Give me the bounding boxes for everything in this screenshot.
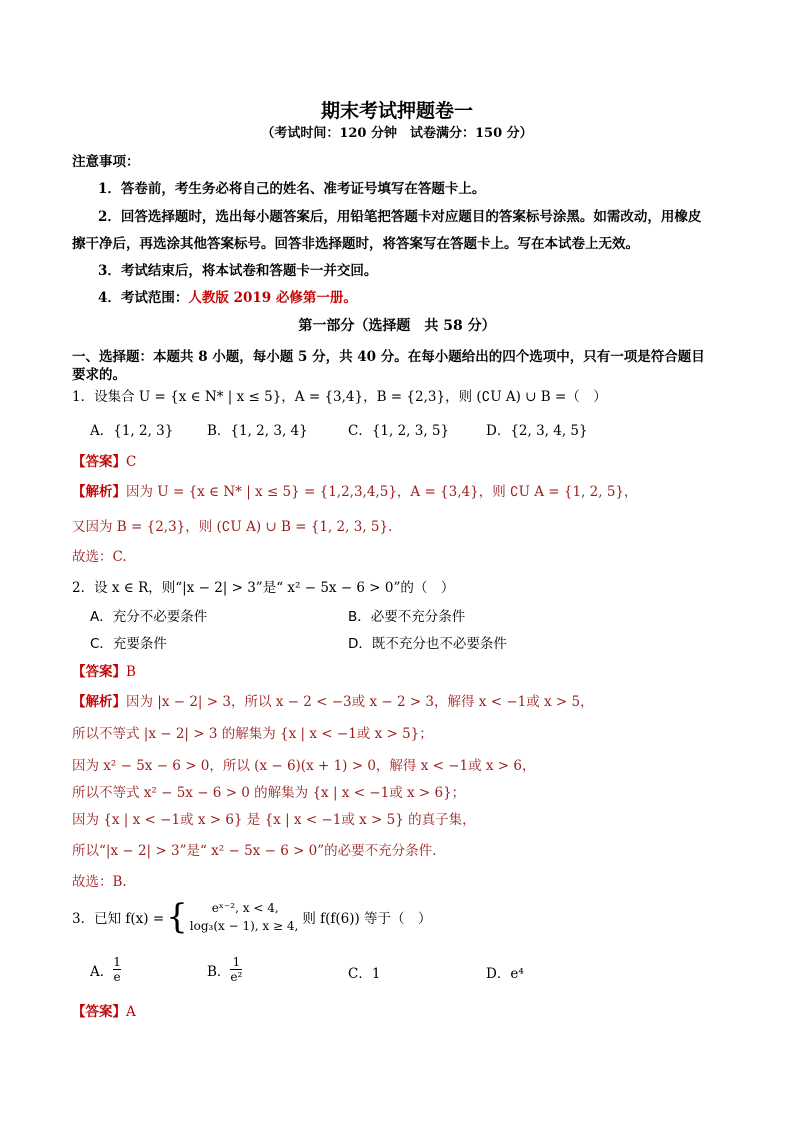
brace-symbol: { xyxy=(166,897,188,937)
note-4-prefix: 4．考试范围： xyxy=(98,290,189,306)
q1-option-c: C．{1, 2, 3, 5} xyxy=(348,423,450,439)
part-heading: 第一部分（选择题 共 58 分） xyxy=(298,318,496,334)
q1-option-b: B．{1, 2, 3, 4} xyxy=(207,423,308,439)
q3-option-a xyxy=(90,955,121,984)
q1-stem: 1．设集合 U = {x ∈ N* | x ≤ 5}，A = {3,4}，B = {2,3}，则 (∁U A) ∪ B =（ ） xyxy=(72,389,607,405)
q1-conclusion: 故选：C. xyxy=(72,549,127,565)
denominator: e xyxy=(113,970,121,984)
section-instructions-line1: 一、选择题：本题共 8 小题，每小题 5 分，共 40 分。在每小题给出的四个选项中，只有一项是符合题目 xyxy=(72,349,705,365)
q2-analysis-line2: 所以不等式 |x − 2| > 3 的解集为 {x | x < −1或 x > 5}； xyxy=(72,726,433,742)
answer-tag: 【答案】 xyxy=(72,664,126,680)
answer-value: C xyxy=(126,454,137,470)
denominator: e² xyxy=(230,970,243,984)
q1-analysis-line1 xyxy=(72,480,638,500)
q1-answer xyxy=(72,450,136,470)
q3-option-c: C．1 xyxy=(348,966,381,982)
note-1: 1．答卷前，考生务必将自己的姓名、准考证号填写在答题卡上。 xyxy=(98,181,486,197)
answer-value: B xyxy=(126,664,136,680)
analysis-tag: 【解析】 xyxy=(72,694,126,710)
q2-analysis-line6: 所以“|x − 2| > 3”是“ x² − 5x − 6 > 0”的必要不充分条件. xyxy=(72,843,437,859)
q2-option-d: D．既不充分也不必要条件 xyxy=(348,636,507,652)
q2-stem: 2．设 x ∈ R，则“|x − 2| > 3”是“ x² − 5x − 6 > 0”的（ ） xyxy=(72,580,455,596)
q1-option-a: A．{1, 2, 3} xyxy=(90,423,174,439)
notes-heading: 注意事项： xyxy=(72,154,140,170)
q2-option-b: B．必要不充分条件 xyxy=(348,609,466,625)
q3-suffix: 则 f(f(6)) 等于（ ） xyxy=(302,911,432,927)
analysis-text: 因为 |x − 2| > 3，所以 x − 2 < −3或 x − 2 > 3，解得 x < −1或 x > 5， xyxy=(126,694,594,710)
q3-option-b xyxy=(207,955,242,984)
q3-prefix: 3．已知 f(x) = xyxy=(72,911,165,927)
q1-analysis-line2: 又因为 B = {2,3}，则 (∁U A) ∪ B = {1, 2, 3, 5}. xyxy=(72,519,393,535)
q2-analysis-line3: 因为 x² − 5x − 6 > 0，所以 (x − 6)(x + 1) > 0，解得 x < −1或 x > 6， xyxy=(72,758,536,774)
option-label: A． xyxy=(90,963,114,980)
analysis-tag: 【解析】 xyxy=(72,484,126,500)
note-4 xyxy=(98,286,357,306)
option-label: B． xyxy=(207,963,231,980)
q2-analysis-line1 xyxy=(72,690,594,710)
q2-conclusion: 故选：B. xyxy=(72,874,127,890)
q3-stem xyxy=(72,899,432,935)
exam-info: （考试时间：120 分钟 试卷满分：150 分） xyxy=(261,126,533,141)
q2-analysis-line5: 因为 {x | x < −1或 x > 6} 是 {x | x < −1或 x > 5} 的真子集， xyxy=(72,812,476,828)
case-2: log₃(x − 1), x ≥ 4, xyxy=(189,919,299,933)
q2-answer xyxy=(72,660,136,680)
fraction xyxy=(230,955,242,984)
q1-option-d: D．{2, 3, 4, 5} xyxy=(486,423,588,439)
q2-option-a: A．充分不必要条件 xyxy=(90,609,208,625)
q2-option-c: C．充要条件 xyxy=(90,636,167,652)
answer-tag: 【答案】 xyxy=(72,454,126,470)
numerator: 1 xyxy=(232,955,241,969)
note-3: 3．考试结束后，将本试卷和答题卡一并交回。 xyxy=(98,263,378,279)
note-2-line1: 2．回答选择题时，选出每小题答案后，用铅笔把答题卡对应题目的答案标号涂黑。如需改动，用橡皮 xyxy=(98,209,702,225)
exam-scope: 人教版 2019 必修第一册。 xyxy=(188,290,357,306)
q2-analysis-line4: 所以不等式 x² − 5x − 6 > 0 的解集为 {x | x < −1或 x > 6}； xyxy=(72,785,466,801)
numerator: 1 xyxy=(113,955,121,969)
piecewise-cases xyxy=(190,899,299,935)
section-instructions-line2: 要求的。 xyxy=(72,367,126,383)
answer-tag: 【答案】 xyxy=(72,1004,126,1020)
case-1: eˣ⁻², x < 4, xyxy=(211,901,279,915)
analysis-text: 因为 U = {x ∈ N* | x ≤ 5} = {1,2,3,4,5}，A = {3,4}，则 ∁U A = {1, 2, 5}， xyxy=(126,484,638,500)
answer-value: A xyxy=(126,1004,136,1020)
q3-option-d: D．e⁴ xyxy=(486,966,524,982)
fraction xyxy=(113,955,121,984)
page-title: 期末考试押题卷一 xyxy=(320,100,473,122)
note-2-line2: 擦干净后，再选涂其他答案标号。回答非选择题时，将答案写在答题卡上。写在本试卷上无效。 xyxy=(72,236,639,252)
q3-answer xyxy=(72,1000,136,1020)
